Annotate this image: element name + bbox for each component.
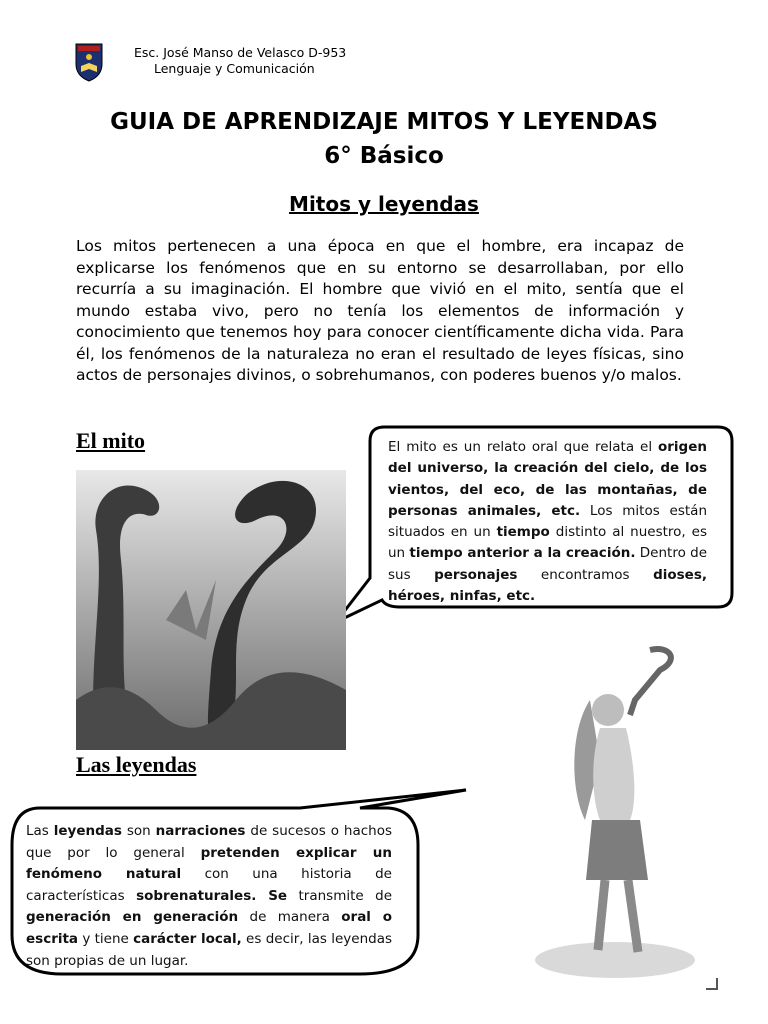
serpents-illustration (76, 470, 346, 750)
ley-text-part: y tiene (78, 930, 134, 947)
ley-text-bold: carácter local, (133, 930, 242, 947)
ley-text-part: con una historia de características (26, 866, 392, 904)
mito-text-bold: tiempo (496, 524, 550, 541)
mito-text-bold: héroes, ninfas, etc. (388, 588, 536, 605)
section-subtitle: Mitos y leyendas (289, 192, 479, 216)
school-header (134, 45, 346, 77)
ley-text-part: de manera (238, 909, 342, 926)
mito-text-part: encontramos (517, 566, 654, 583)
mito-text-bold: personajes (434, 566, 518, 583)
subject-name: Lenguaje y Comunicación (154, 61, 315, 76)
ley-text-bold: oral o escrita (26, 909, 393, 947)
mito-text-part: Dentro de sus (388, 545, 708, 583)
nymph-illustration (530, 640, 700, 980)
mito-bubble-text (388, 437, 707, 607)
mito-text-bold: tiempo anterior a la creación. (409, 545, 636, 562)
mito-text-part: El mito es un relato oral que relata el (388, 439, 658, 455)
ley-text-bold: leyendas (53, 823, 122, 839)
ley-text-part: de sucesos o hachos que por lo general (26, 823, 393, 861)
ley-text-part: Las (26, 823, 54, 839)
ley-text-bold: sobrenaturales. Se (136, 887, 288, 904)
mito-text-bold: dioses, (653, 566, 707, 583)
school-name: Esc. José Manso de Velasco D-953 (134, 45, 347, 60)
ley-text-part: son (121, 823, 156, 839)
school-crest-icon (74, 42, 104, 82)
page-title (0, 105, 768, 173)
leyendas-bubble-text (26, 821, 392, 972)
ley-text-part: es decir, las leyendas son propias de un lugar. (26, 930, 393, 969)
mito-text-bold: origen del universo, la creación del cielo, de los vientos, del eco, de las montañas, de personas animales, etc. (388, 439, 707, 519)
page-corner-mark (706, 978, 718, 990)
ley-text-bold: pretenden explicar un fenómeno natural (26, 844, 392, 883)
ley-text-bold: generación en generación (26, 909, 239, 926)
title-line-1: GUIA DE APRENDIZAJE MITOS Y LEYENDAS (110, 109, 658, 135)
ley-text-part: transmite de (287, 887, 392, 904)
ley-text-bold: narraciones (155, 823, 246, 839)
mito-text-part: distinto al nuestro, es un (388, 524, 707, 562)
mito-text-part: Los mitos están situados en un (388, 502, 708, 541)
leyendas-heading: Las leyendas (76, 752, 197, 777)
mito-heading: El mito (76, 428, 146, 453)
intro-paragraph: Los mitos pertenecen a una época en que el hombre, era incapaz de explicarse los fenómenos que en su entorno se desarrollaban, por ello recurría a su imaginación. El hombre que vivió en el mito, sentía que el mundo estaba vivo, pero no tenía los elementos de información y conocimiento que tenemos hoy para conocer científicamente dicha vida. Para él, los fenómenos de la naturaleza no eran el resultado de leyes físicas, sino actos de personajes divinos, o sobrehumanos, con poderes buenos y/o malos. (76, 237, 684, 384)
title-line-2: 6° Básico (324, 143, 444, 169)
